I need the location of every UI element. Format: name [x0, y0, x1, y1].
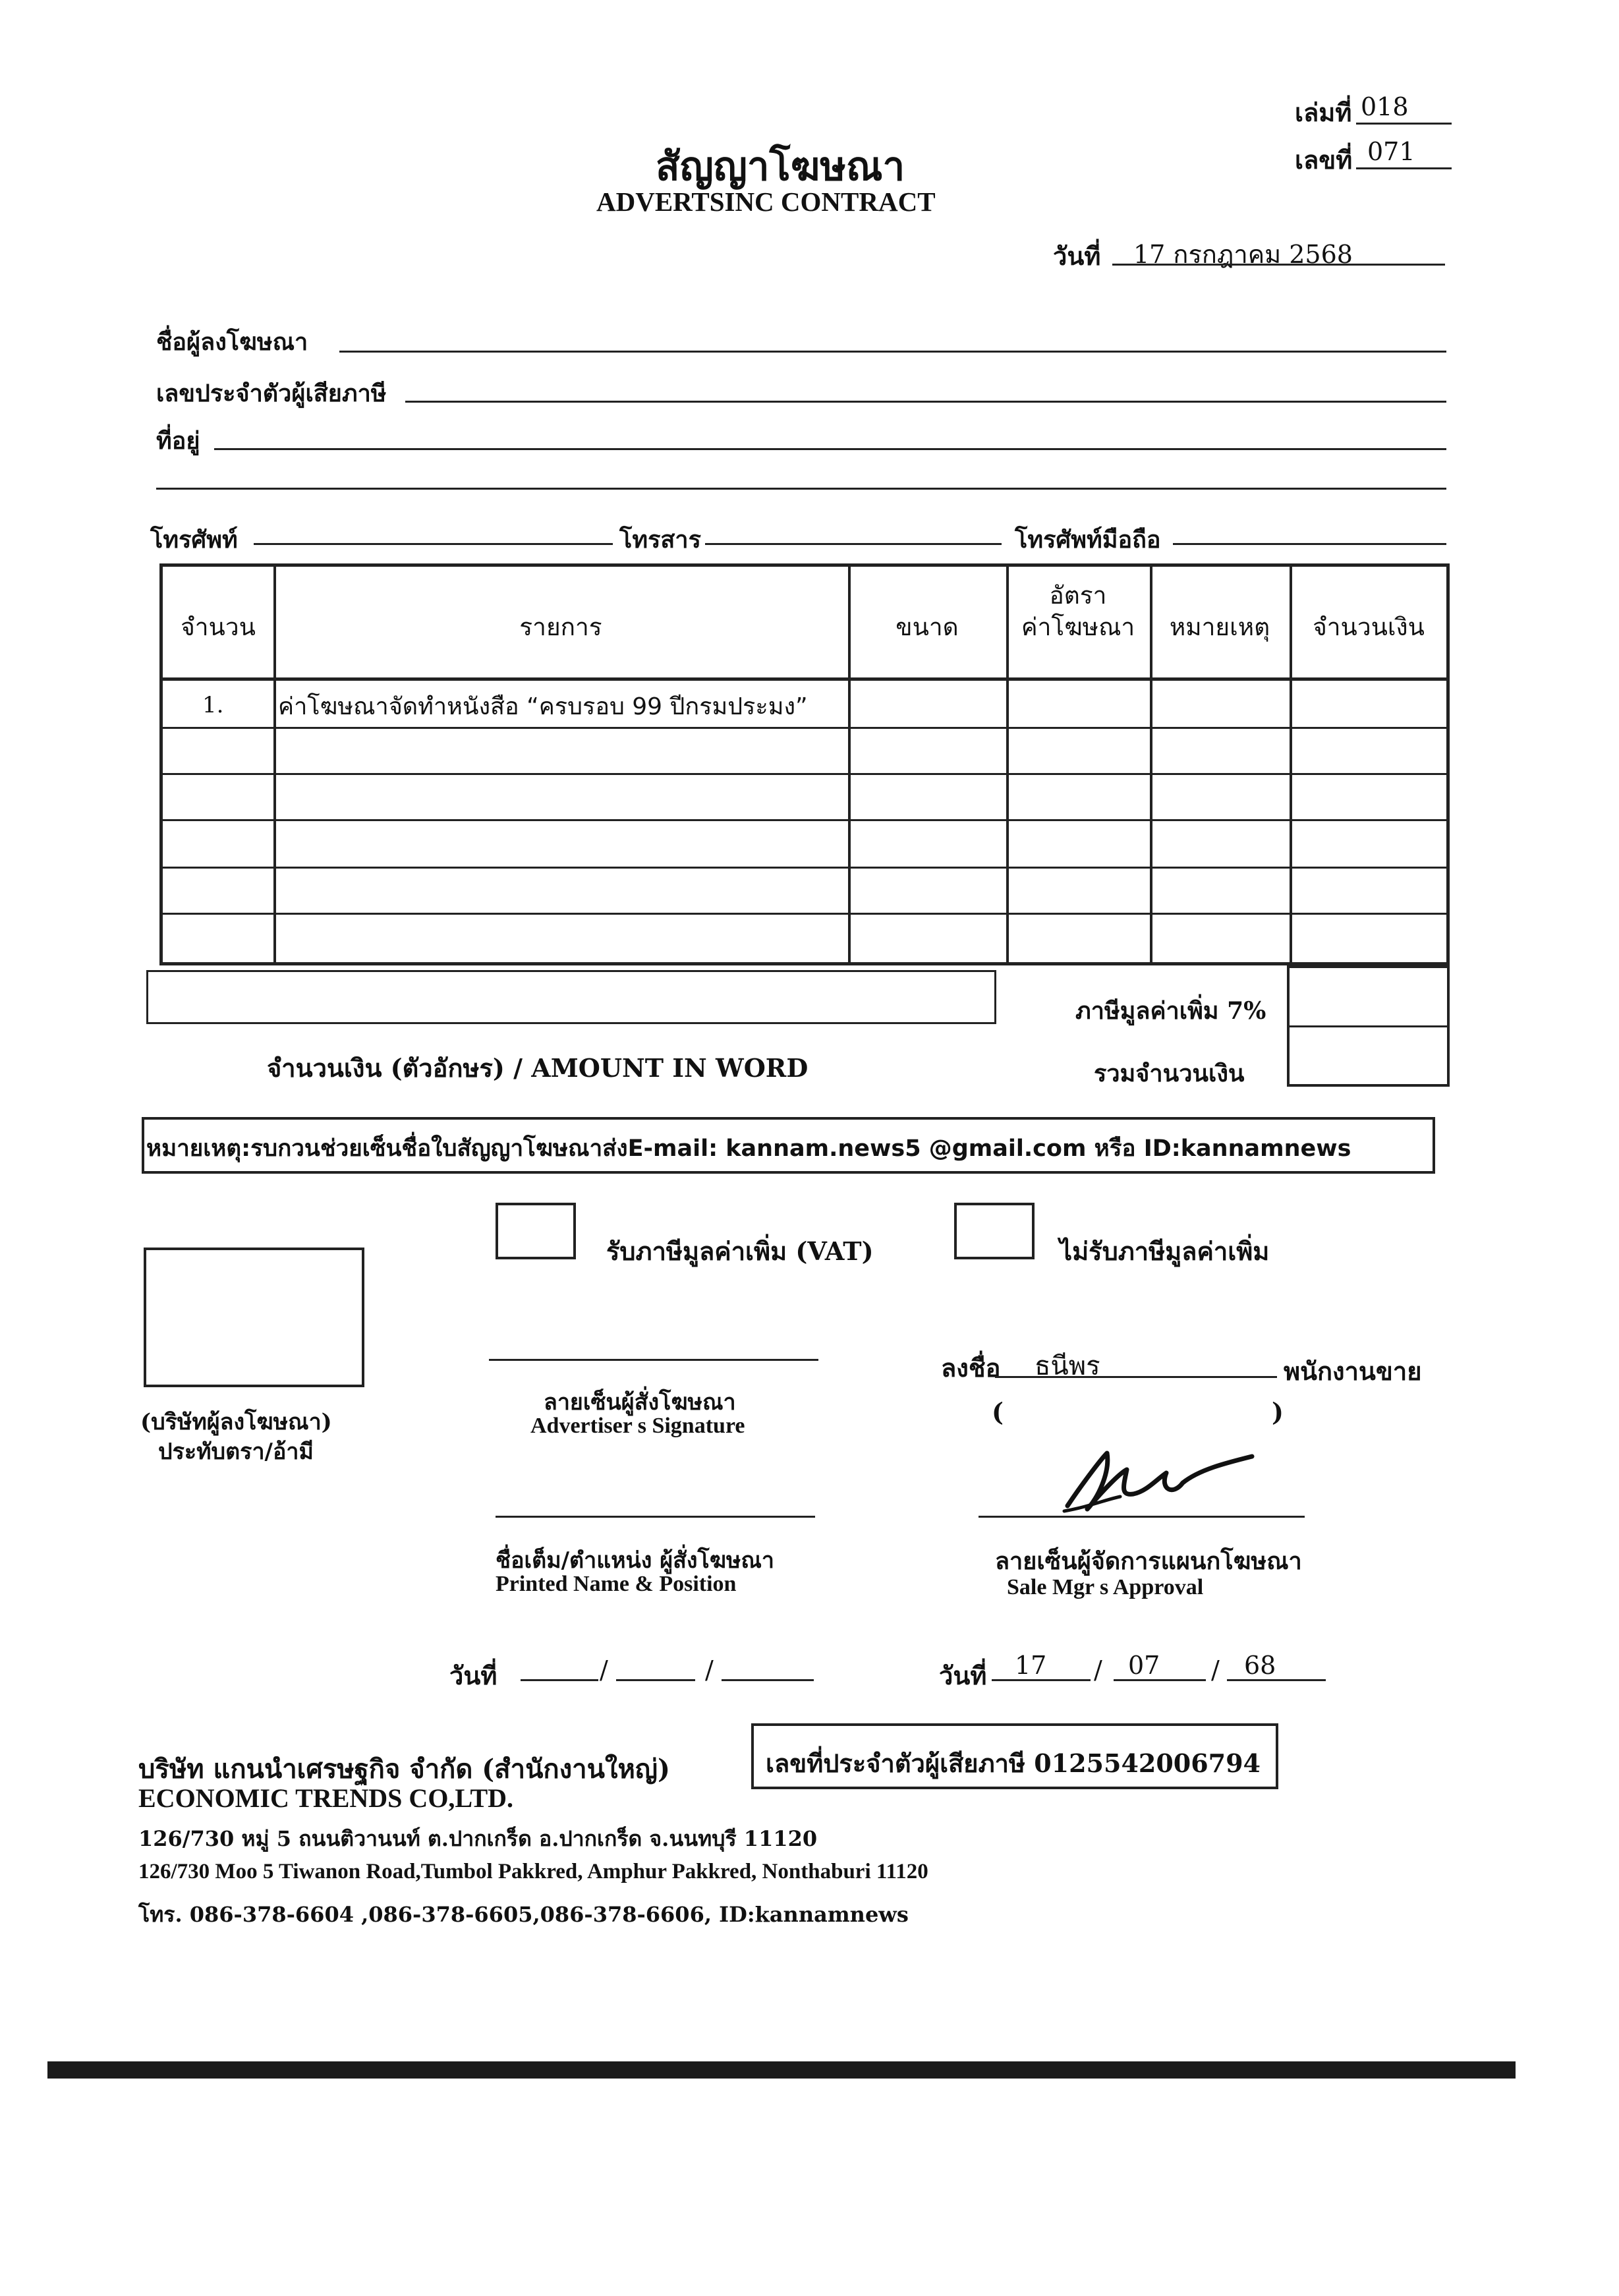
header-rate: อัตรา ค่าโฆษณา: [1021, 581, 1135, 642]
printed-name-line: [496, 1516, 815, 1518]
manager-signature-line: [979, 1516, 1305, 1518]
number-label: เลขที่: [1295, 145, 1353, 175]
advertiser-signature-line: [489, 1359, 818, 1361]
title-english: ADVERTSINC CONTRACT: [596, 187, 936, 217]
manager-signature-en: Sale Mgr s Approval: [1007, 1575, 1204, 1599]
advertiser-name-label: ชื่อผู้ลงโฆษณา: [156, 328, 308, 356]
vat-label: ภาษีมูลค่าเพิ่ม 7%: [1075, 997, 1266, 1025]
left-date-sep-2: /: [705, 1655, 714, 1684]
scan-bottom-border: [47, 2061, 1516, 2079]
left-date-day-line: [521, 1679, 598, 1681]
right-date-sep-2: /: [1211, 1655, 1220, 1684]
address-label: ที่อยู่: [156, 427, 200, 455]
right-date-sep-1: /: [1094, 1655, 1102, 1684]
without-vat-label: ไม่รับภาษีมูลค่าเพิ่ม: [1060, 1236, 1270, 1266]
without-vat-checkbox[interactable]: [954, 1203, 1035, 1259]
company-taxid: เลขที่ประจำตัวผู้เสียภาษี 0125542006794: [766, 1748, 1261, 1778]
taxid-line: [405, 401, 1446, 403]
total-label: รวมจำนวนเงิน: [1094, 1060, 1245, 1087]
remark-text: หมายเหตุ:รบกวนช่วยเซ็นชื่อใบสัญญาโฆษณาส่งE-mail: kannam.news5 @gmail.com หรือ ID:kannamnews: [146, 1135, 1351, 1162]
amount-in-word-label: จำนวนเงิน (ตัวอักษร) / AMOUNT IN WORD: [267, 1053, 809, 1083]
date-label: วันที่: [1053, 241, 1101, 271]
contract-date: 17 กรกฎาคม 2568: [1133, 240, 1353, 269]
address-line-2: [156, 488, 1446, 490]
company-phones: โทร. 086-378-6604 ,086-378-6605,086-378-6606, ID:kannamnews: [138, 1902, 909, 1927]
with-vat-label: รับภาษีมูลค่าเพิ่ม (VAT): [606, 1236, 874, 1266]
left-date-year-line: [722, 1679, 814, 1681]
sales-name: ธนีพร: [1035, 1351, 1100, 1381]
sales-role: พนักงานขาย: [1284, 1356, 1422, 1386]
book-number: 018: [1361, 92, 1409, 121]
with-vat-checkbox[interactable]: [496, 1203, 576, 1259]
book-number-line: [1356, 123, 1452, 125]
contract-date-line: [1112, 264, 1445, 266]
sign-label: ลงชื่อ: [941, 1353, 1001, 1383]
right-date-day-line: [992, 1679, 1091, 1681]
right-date-month-line: [1114, 1679, 1206, 1681]
manager-signature-th: ลายเซ็นผู้จัดการแผนกโฆษณา: [995, 1547, 1302, 1575]
row1-qty: 1.: [202, 692, 224, 718]
left-date-label: วันที่: [449, 1661, 497, 1690]
left-date-sep-1: /: [600, 1655, 608, 1684]
contract-number-line: [1356, 167, 1452, 169]
advertiser-signature-th: ลายเซ็นผู้สั่งโฆษณา: [544, 1389, 736, 1416]
company-stamp-box: [144, 1248, 364, 1387]
row1-item: ค่าโฆษณาจัดทำหนังสือ “ครบรอบ 99 ปีกรมประมง”: [278, 693, 808, 720]
right-date-label: วันที่: [939, 1661, 987, 1690]
right-date-day: 17: [1015, 1651, 1047, 1680]
printed-name-th: ชื่อเต็ม/ตำแหน่ง ผู้สั่งโฆษณา: [496, 1547, 775, 1574]
paren-close: ): [1272, 1397, 1284, 1427]
fax-label: โทรสาร: [619, 526, 701, 554]
header-note: หมายเหตุ: [1169, 613, 1270, 641]
phone-line: [254, 543, 613, 545]
stamp-label-2: ประทับตรา/อ้ามี: [158, 1439, 314, 1465]
items-table: [159, 563, 1450, 965]
advertiser-name-line: [339, 351, 1446, 353]
phone-label: โทรศัพท์: [150, 526, 238, 554]
mobile-line: [1173, 543, 1446, 545]
contract-number: 071: [1367, 137, 1415, 166]
title-thai: สัญญาโฆษณา: [656, 144, 905, 190]
mobile-label: โทรศัพท์มือถือ: [1015, 526, 1161, 554]
book-label: เล่มที่: [1295, 98, 1352, 127]
header-qty: จำนวน: [181, 613, 256, 641]
header-item: รายการ: [519, 613, 602, 641]
printed-name-en: Printed Name & Position: [496, 1572, 737, 1596]
amount-in-word-box: [146, 970, 996, 1024]
advertiser-signature-en: Advertiser s Signature: [530, 1414, 745, 1438]
address-line-1: [214, 448, 1446, 450]
company-address-en: 126/730 Moo 5 Tiwanon Road,Tumbol Pakkred, Amphur Pakkred, Nonthaburi 11120: [138, 1860, 928, 1883]
company-name-en: ECONOMIC TRENDS CO,LTD.: [138, 1783, 514, 1813]
taxid-label: เลขประจำตัวผู้เสียภาษี: [156, 380, 387, 407]
company-address-th: 126/730 หมู่ 5 ถนนติวานนท์ ต.ปากเกร็ด อ.ปากเกร็ด จ.นนทบุรี 11120: [138, 1826, 818, 1851]
right-date-year: 68: [1244, 1651, 1276, 1680]
right-date-month: 07: [1128, 1651, 1160, 1680]
paren-open: (: [992, 1397, 1004, 1427]
totals-divider: [1287, 1025, 1450, 1027]
left-date-month-line: [616, 1679, 695, 1681]
fax-line: [705, 543, 1002, 545]
manager-signature-mark: [1041, 1433, 1265, 1526]
stamp-label-1: (บริษัทผู้ลงโฆษณา): [140, 1409, 332, 1435]
company-name-th: บริษัท แกนนำเศรษฐกิจ จำกัด (สำนักงานใหญ่): [138, 1754, 670, 1785]
sales-name-line: [995, 1376, 1277, 1378]
header-size: ขนาด: [895, 613, 959, 641]
header-amount: จำนวนเงิน: [1313, 613, 1425, 641]
right-date-year-line: [1227, 1679, 1326, 1681]
